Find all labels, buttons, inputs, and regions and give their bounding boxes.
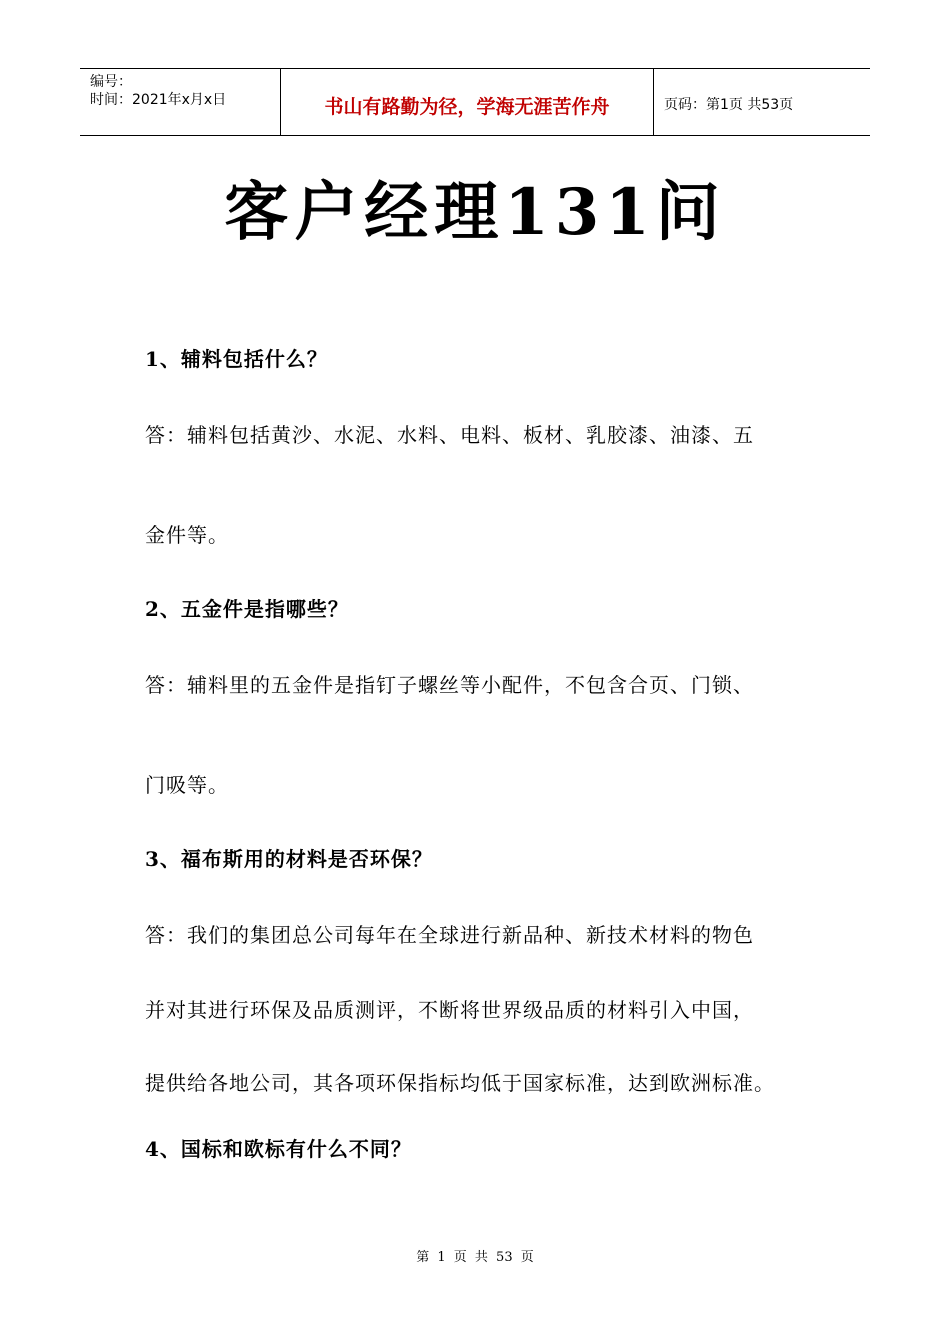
page-footer: 第 1 页 共 53 页 [416, 1250, 534, 1265]
answer-1-line-2: 金件等。 [145, 523, 229, 547]
answer-2-line-2: 门吸等。 [145, 773, 229, 797]
document-title: 客户经理131问 [224, 175, 726, 250]
answer-3-line-3: 提供给各地公司，其各项环保指标均低于国家标准，达到欧洲标准。 [145, 1071, 775, 1095]
answer-3-line-1: 答：我们的集团总公司每年在全球进行新品种、新技术材料的物色 [145, 923, 754, 947]
answer-2-line-1: 答：辅料里的五金件是指钉子螺丝等小配件，不包含合页、门锁、 [145, 673, 754, 697]
header-meta-cell [80, 69, 281, 135]
question-4: 4、国标和欧标有什么不同？ [145, 1137, 412, 1161]
code-label: 编号： [90, 74, 132, 90]
question-1: 1、辅料包括什么？ [145, 347, 328, 371]
question-2: 2、五金件是指哪些？ [145, 597, 349, 621]
date-label: 时间：2021年x月x日 [90, 92, 227, 108]
answer-1-line-1: 答：辅料包括黄沙、水泥、水料、电料、板材、乳胶漆、油漆、五 [145, 423, 754, 447]
header-page-info: 页码：第1页 共53页 [664, 97, 794, 113]
page-header [80, 68, 870, 136]
header-motto: 书山有路勤为径，学海无涯苦作舟 [281, 69, 654, 135]
question-3: 3、福布斯用的材料是否环保？ [145, 847, 433, 871]
answer-3-line-2: 并对其进行环保及品质测评，不断将世界级品质的材料引入中国， [145, 998, 754, 1022]
